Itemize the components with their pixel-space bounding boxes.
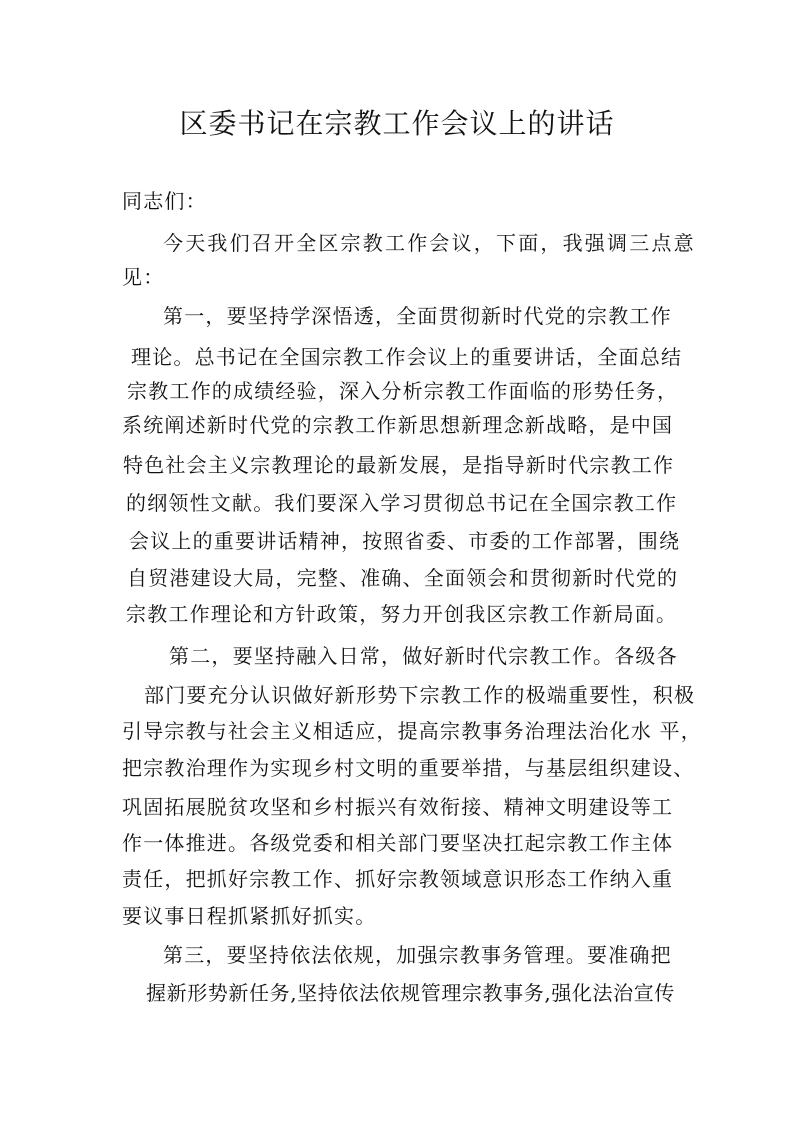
text-line: 部门要充分认识做好新形势下宗教工作的极端重要性，积极	[144, 683, 696, 707]
text-line: 的纲领性文献。我们要深入学习贯彻总书记在全国宗教工作	[126, 491, 678, 515]
text-line: 会议上的重要讲话精神，按照省委、市委的工作部署，围绕	[129, 529, 681, 553]
salutation: 同志们：	[122, 189, 207, 213]
text-line: 握新形势新任务,坚持依法依规管理宗教事务,强化法治宣传	[146, 981, 675, 1005]
text-line: 宗教工作的成绩经验，深入分析宗教工作面临的形势任务，	[127, 379, 679, 403]
text-line: 宗教工作理论和方针政策，努力开创我区宗教工作新局面。	[126, 602, 678, 626]
text-line: 把宗教治理作为实现乡村文明的重要举措，与基层组织建设、	[122, 756, 695, 780]
text-line: 引导宗教与社会主义相适应，提高宗教事务治理法治化水 平，	[122, 719, 702, 743]
text-line: 见：	[122, 265, 165, 289]
text-line: 要议事日程抓紧抓好抓实。	[122, 904, 377, 928]
text-line: 系统阐述新时代党的宗教工作新思想新理念新战略，是中国	[122, 413, 674, 437]
text-line: 今天我们召开全区宗教工作会议，下面，我强调三点意	[163, 231, 696, 255]
text-line: 作一体推进。各级党委和相关部门要坚决扛起宗教工作主体	[122, 831, 674, 855]
text-line: 特色社会主义宗教理论的最新发展，是指导新时代宗教工作	[123, 453, 675, 477]
text-line: 第一，要坚持学深悟透，全面贯彻新时代党的宗教工作	[163, 304, 672, 328]
text-line: 巩固拓展脱贫攻坚和乡村振兴有效衔接、精神文明建设等工	[122, 795, 674, 819]
text-line: 责任，把抓好宗教工作、抓好宗教领域意识形态工作纳入重	[122, 867, 674, 891]
page-title: 区委书记在宗教工作会议上的讲话	[179, 107, 615, 140]
text-line: 第二，要坚持融入日常，做好新时代宗教工作。各级各	[169, 644, 678, 668]
text-line: 理论。总书记在全国宗教工作会议上的重要讲话，全面总结	[131, 345, 683, 369]
text-line: 自贸港建设大局，完整、准确、全面领会和贯彻新时代党的	[127, 566, 679, 590]
text-line: 第三，要坚持依法依规，加强宗教事务管理。要准确把	[163, 943, 672, 967]
